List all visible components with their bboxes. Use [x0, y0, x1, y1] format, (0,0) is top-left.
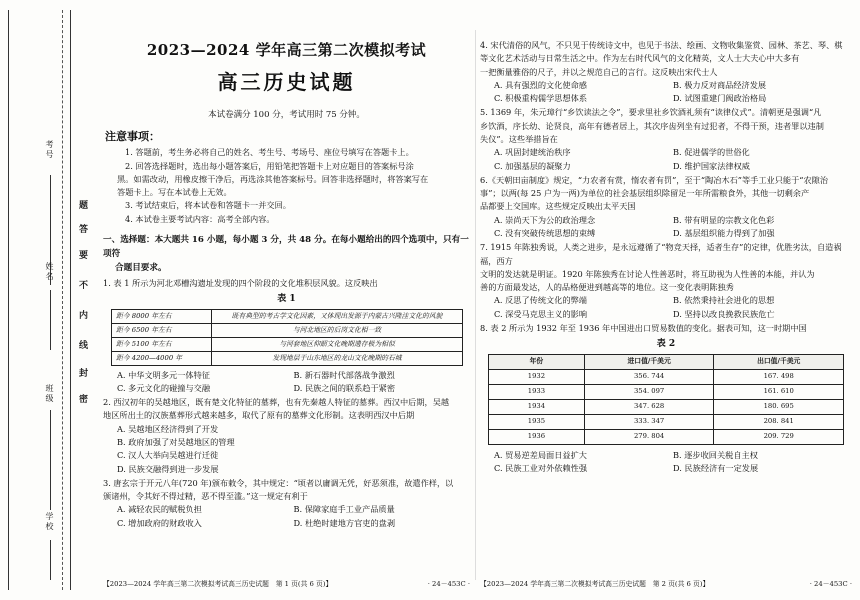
option-d[interactable]: D. 维护国家法律权威 [673, 160, 750, 171]
question-stem: 8. 表 2 所示为 1932 年至 1936 年中国进出口贸易数值的变化。据表可知，这一时期中国 [480, 322, 807, 333]
option-c[interactable]: C. 加强基层的凝聚力 [494, 160, 571, 171]
notice-title: 注意事项： [105, 130, 160, 144]
option-a[interactable]: A. 具有强烈的文化使命感 [494, 79, 587, 90]
question-stem-cont: 品都要上交国库。这些规定反映出太平天国 [480, 201, 636, 212]
option-b[interactable]: B. 促进儒学的世俗化 [673, 147, 750, 158]
notice-item: 4. 本试卷主要考试内容：高考全部内容。 [125, 213, 275, 224]
option-row [480, 462, 852, 475]
page-1 [103, 0, 470, 600]
cut-line [62, 10, 63, 590]
seal-char: 答 [79, 225, 89, 235]
seal-char: 内 [79, 311, 89, 321]
option-row [480, 294, 852, 307]
table-cell: 356. 744 [584, 369, 714, 384]
option-row [480, 92, 852, 105]
table-row [112, 323, 463, 337]
option-row [480, 449, 852, 462]
option-a[interactable]: A. 贸易逆差局面日益扩大 [494, 449, 587, 460]
notice-item-cont: 黑。如需改动，用橡皮擦干净后，再选涂其他答案标号。回答非选择题时，将答案写在 [117, 173, 429, 184]
question-stem: 4. 宋代清俗的风气，不只见于传统诗文中，也见于书法、绘画、文物收集鉴赏、园林、茶艺、琴、棋 [480, 40, 843, 50]
option-d[interactable]: D. 坚持以改良挽救民族危亡 [673, 308, 775, 319]
table-cell: 与河北地区的后岗文化相一致 [212, 323, 463, 337]
option-a[interactable]: A. 吴越地区经济得到了开发 [117, 423, 219, 434]
question-7 [480, 241, 852, 321]
question-3 [103, 477, 470, 530]
name-field[interactable] [50, 290, 51, 350]
question-stem: 5. 1369 年，朱元璋行“乡饮读法之令”，要求里社乡饮酒礼须有“读律仪式”。清朝更是强调“凡 [480, 107, 822, 118]
table-cell: 161. 610 [714, 384, 844, 399]
option-d[interactable]: D. 民族之间的联系趋于紧密 [293, 382, 396, 393]
table-2 [488, 354, 844, 445]
option-row [480, 160, 852, 173]
option-row [103, 369, 470, 382]
table-cell: 距今 6500 年左右 [112, 323, 212, 337]
table-cell: 180. 695 [714, 399, 844, 414]
option-d[interactable]: D. 基层组织能力得到了加强 [673, 227, 775, 238]
section-heading-line: 一、选择题：本大题共 16 小题，每小题 3 分，共 48 分。在每小题给出的四个选项中，只有一项符 [103, 234, 469, 259]
question-stem: 6.《天朝田亩制度》规定，“力农者有赏，惰农者有罚”，至于“陶冶木石”等手工业只能于“农隙治 [480, 174, 829, 185]
table-row [489, 414, 844, 429]
table-cell: 167. 498 [714, 369, 844, 384]
option-b[interactable]: B. 政府加强了对吴越地区的管理 [117, 436, 235, 447]
exam-number-label: 考号 [45, 140, 54, 160]
option-c[interactable]: C. 多元文化的碰撞与交融 [117, 382, 211, 393]
option-b[interactable]: B. 新石器时代部落战争激烈 [293, 369, 395, 380]
binding-strip [0, 0, 100, 600]
question-1 [103, 277, 470, 395]
question-stem: 1. 表 1 所示为河北邓槽沟遗址发现的四个阶段的文化堆积层风貌。这反映出 [103, 277, 378, 288]
table-cell: 333. 347 [584, 414, 714, 429]
page-2 [480, 0, 852, 600]
option-b[interactable]: B. 极力反对商品经济发展 [673, 79, 767, 90]
question-stem-cont: 事”；以两(每 25 户为一两)为单位的社会基层组织除留足一年所需粮食外，其他一切剩余产 [480, 188, 810, 199]
page-footer-text: 【2023—2024 学年高三第二次模拟考试高三历史试题 第 1 页(共 6 页)】 [103, 580, 333, 588]
option-row [480, 308, 852, 321]
option-a[interactable]: A. 中华文明多元一体特征 [117, 369, 210, 380]
table-cell: 发现地层于山东地区的龙山文化晚期的石城 [212, 351, 463, 365]
question-5 [480, 106, 852, 172]
question-2 [103, 396, 470, 476]
subject-title: 高三历史试题 [217, 70, 356, 95]
table-row [112, 337, 463, 351]
option-c[interactable]: C. 没有突破传统思想的束缚 [494, 227, 596, 238]
table-cell: 1932 [489, 369, 585, 384]
option-row [103, 382, 470, 395]
option-row [480, 227, 852, 240]
question-4 [480, 39, 852, 105]
notice-item: 3. 考试结束后，将本试卷和答题卡一并交回。 [125, 200, 291, 211]
table-caption: 表 1 [277, 294, 296, 304]
page-2-footer [480, 579, 852, 590]
class-label: 班级 [45, 384, 54, 404]
option-b[interactable]: B. 逐步收回关税自主权 [673, 449, 758, 460]
binding-outer-line [8, 10, 9, 590]
table-1 [111, 309, 463, 366]
seal-char: 密 [79, 395, 89, 405]
table-cell: 1933 [489, 384, 585, 399]
class-field[interactable] [50, 410, 51, 510]
table-row [112, 351, 463, 365]
option-d[interactable]: D. 民族交融得到进一步发展 [117, 463, 219, 474]
seal-char: 题 [79, 201, 89, 211]
option-a[interactable]: A. 崇尚天下为公的政治理念 [494, 214, 596, 225]
table-cell: 208. 841 [714, 414, 844, 429]
table-cell: 距今 4200—4000 年 [112, 351, 212, 365]
option-b[interactable]: B. 带有明显的宗教文化色彩 [673, 214, 775, 225]
exam-title: 2023—2024 学年高三第二次模拟考试 [146, 41, 427, 59]
option-a[interactable]: A. 巩固封建统治秩序 [494, 147, 571, 158]
section-heading-line: 合题目要求。 [115, 262, 167, 273]
table-cell: 1936 [489, 429, 585, 444]
option-b[interactable]: B. 依然秉持社会进化的思想 [673, 295, 775, 306]
seal-char: 不 [79, 281, 89, 291]
question-stem-cont: 颁诸州，令其好不得过精，恶不得至滥。”这一规定有利于 [103, 491, 308, 502]
table-caption: 表 2 [656, 339, 676, 350]
option-c[interactable]: C. 民族工业对外依赖性强 [494, 463, 588, 474]
notice-item: 1. 答题前，考生务必将自己的姓名、考生号、考场号、座位号填写在答题卡上。 [125, 147, 414, 158]
option-c[interactable]: C. 增加政府的财政收入 [117, 517, 202, 528]
option-row [480, 146, 852, 159]
option-row [103, 517, 470, 530]
question-stem-cont: 一把衡量雅俗的尺子，并以之规范自己的言行。这反映出宋代士人 [480, 66, 718, 77]
option-a[interactable]: A. 减轻农民的赋税负担 [117, 504, 202, 515]
table-row [489, 369, 844, 384]
column-header: 年份 [489, 354, 585, 369]
binding-inner-line [70, 10, 71, 590]
option-b[interactable]: B. 保障家庭手工业产品质量 [293, 504, 395, 515]
question-stem-cont: 地区所出土的汉族墓葬形式越来越多，取代了原有的墓葬文化形制。这表明西汉中后期 [103, 410, 415, 421]
page-footer-text: 【2023—2024 学年高三第二次模拟考试高三历史试题 第 2 页(共 6 页)】 [480, 580, 710, 588]
seal-char: 封 [79, 369, 89, 379]
page-divider [475, 30, 476, 580]
question-stem-cont: 文明的发达就是明证。1920 年陈独秀在讨论人性善恶时，将互助视为人性善的本能，并认为 [480, 268, 815, 279]
notice-item: 2. 回答选择题时，选出每小题答案后，用铅笔把答题卡上对应题目的答案标号涂 [125, 160, 414, 171]
option-row [480, 79, 852, 92]
option-c[interactable]: C. 深受马克思主义的影响 [494, 308, 588, 319]
option-c[interactable]: C. 积极重构儒学思想体系 [494, 93, 588, 104]
table-row [489, 384, 844, 399]
school-label: 学校 [45, 512, 54, 532]
table-cell: 与河套地区仰韶文化晚期遗存极为相似 [212, 337, 463, 351]
table-row [112, 309, 463, 323]
question-stem: 3. 唐玄宗于开元八年(720 年)颁布敕令，其中规定：“顷者以庸调无凭，好恶须准，故遣作样，以 [103, 477, 454, 488]
table-row [489, 429, 844, 444]
seal-char: 要 [79, 251, 89, 261]
question-stem-cont: 善的方面最发达，人的品格便进到越高等的地位。这一变化表明陈独秀 [480, 282, 734, 293]
option-row [103, 503, 470, 516]
question-6 [480, 174, 852, 240]
option-a[interactable]: A. 反思了传统文化的弊端 [494, 295, 587, 306]
table-cell: 距今 5100 年左右 [112, 337, 212, 351]
option-c[interactable]: C. 汉人大举向吴越进行迁徙 [117, 450, 219, 461]
question-stem-cont: 等文化艺术活动与日常生活之中。作为左右时代风气的文化精英，文人士大夫心中大多有 [480, 53, 800, 64]
column-header: 进口值/千美元 [584, 354, 714, 369]
question-8 [480, 322, 852, 475]
table-row [489, 399, 844, 414]
page-1-footer [103, 579, 470, 590]
section-heading [103, 234, 470, 276]
option-d[interactable]: D. 试图重建门阀政治格局 [673, 93, 767, 104]
seal-char: 线 [79, 341, 89, 351]
column-header: 出口值/千美元 [714, 354, 844, 369]
question-stem-cont: 失仪”。这些举措旨在 [480, 133, 558, 144]
table-cell: 1935 [489, 414, 585, 429]
table-cell: 既有典型的考古学文化因素，又体现出发源于内蒙古兴隆洼文化的风貌 [212, 309, 463, 323]
score-info: 本试卷满分 100 分，考试用时 75 分钟。 [208, 109, 365, 120]
notice-item-cont: 答题卡上。写在本试卷上无效。 [117, 187, 232, 198]
option-row [480, 214, 852, 227]
table-cell: 347. 628 [584, 399, 714, 414]
table-cell: 354. 097 [584, 384, 714, 399]
option-d[interactable]: D. 杜绝时建地方官吏的盘剥 [293, 517, 396, 528]
school-field[interactable] [50, 540, 51, 580]
table-header-row [489, 354, 844, 369]
name-label: 姓名 [45, 262, 54, 282]
table-cell: 209. 729 [714, 429, 844, 444]
table-cell: 1934 [489, 399, 585, 414]
option-d[interactable]: D. 民族经济有一定发展 [673, 463, 759, 474]
paper-code: · 24－453C · [427, 580, 470, 588]
question-stem: 2. 西汉初年的吴越地区，既有楚文化特征的墓葬，也有先秦越人特征的墓葬。西汉中后期，吴越 [103, 397, 450, 408]
question-stem: 7. 1915 年陈独秀说，人类之进步，是永远遵循了“物竞天择，适者生存”的定律，优胜劣汰，自造祸福，西方 [480, 242, 842, 266]
question-stem-cont: 乡饮酒，序长幼、论贤良，高年有德者居上，其次序齿列坐有过犯者，不得干预，违者罪以违制 [480, 120, 824, 131]
paper-code: · 24－453C · [809, 580, 852, 588]
notice-list [103, 146, 470, 226]
table-cell: 279. 804 [584, 429, 714, 444]
table-cell: 距今 8000 年左右 [112, 309, 212, 323]
